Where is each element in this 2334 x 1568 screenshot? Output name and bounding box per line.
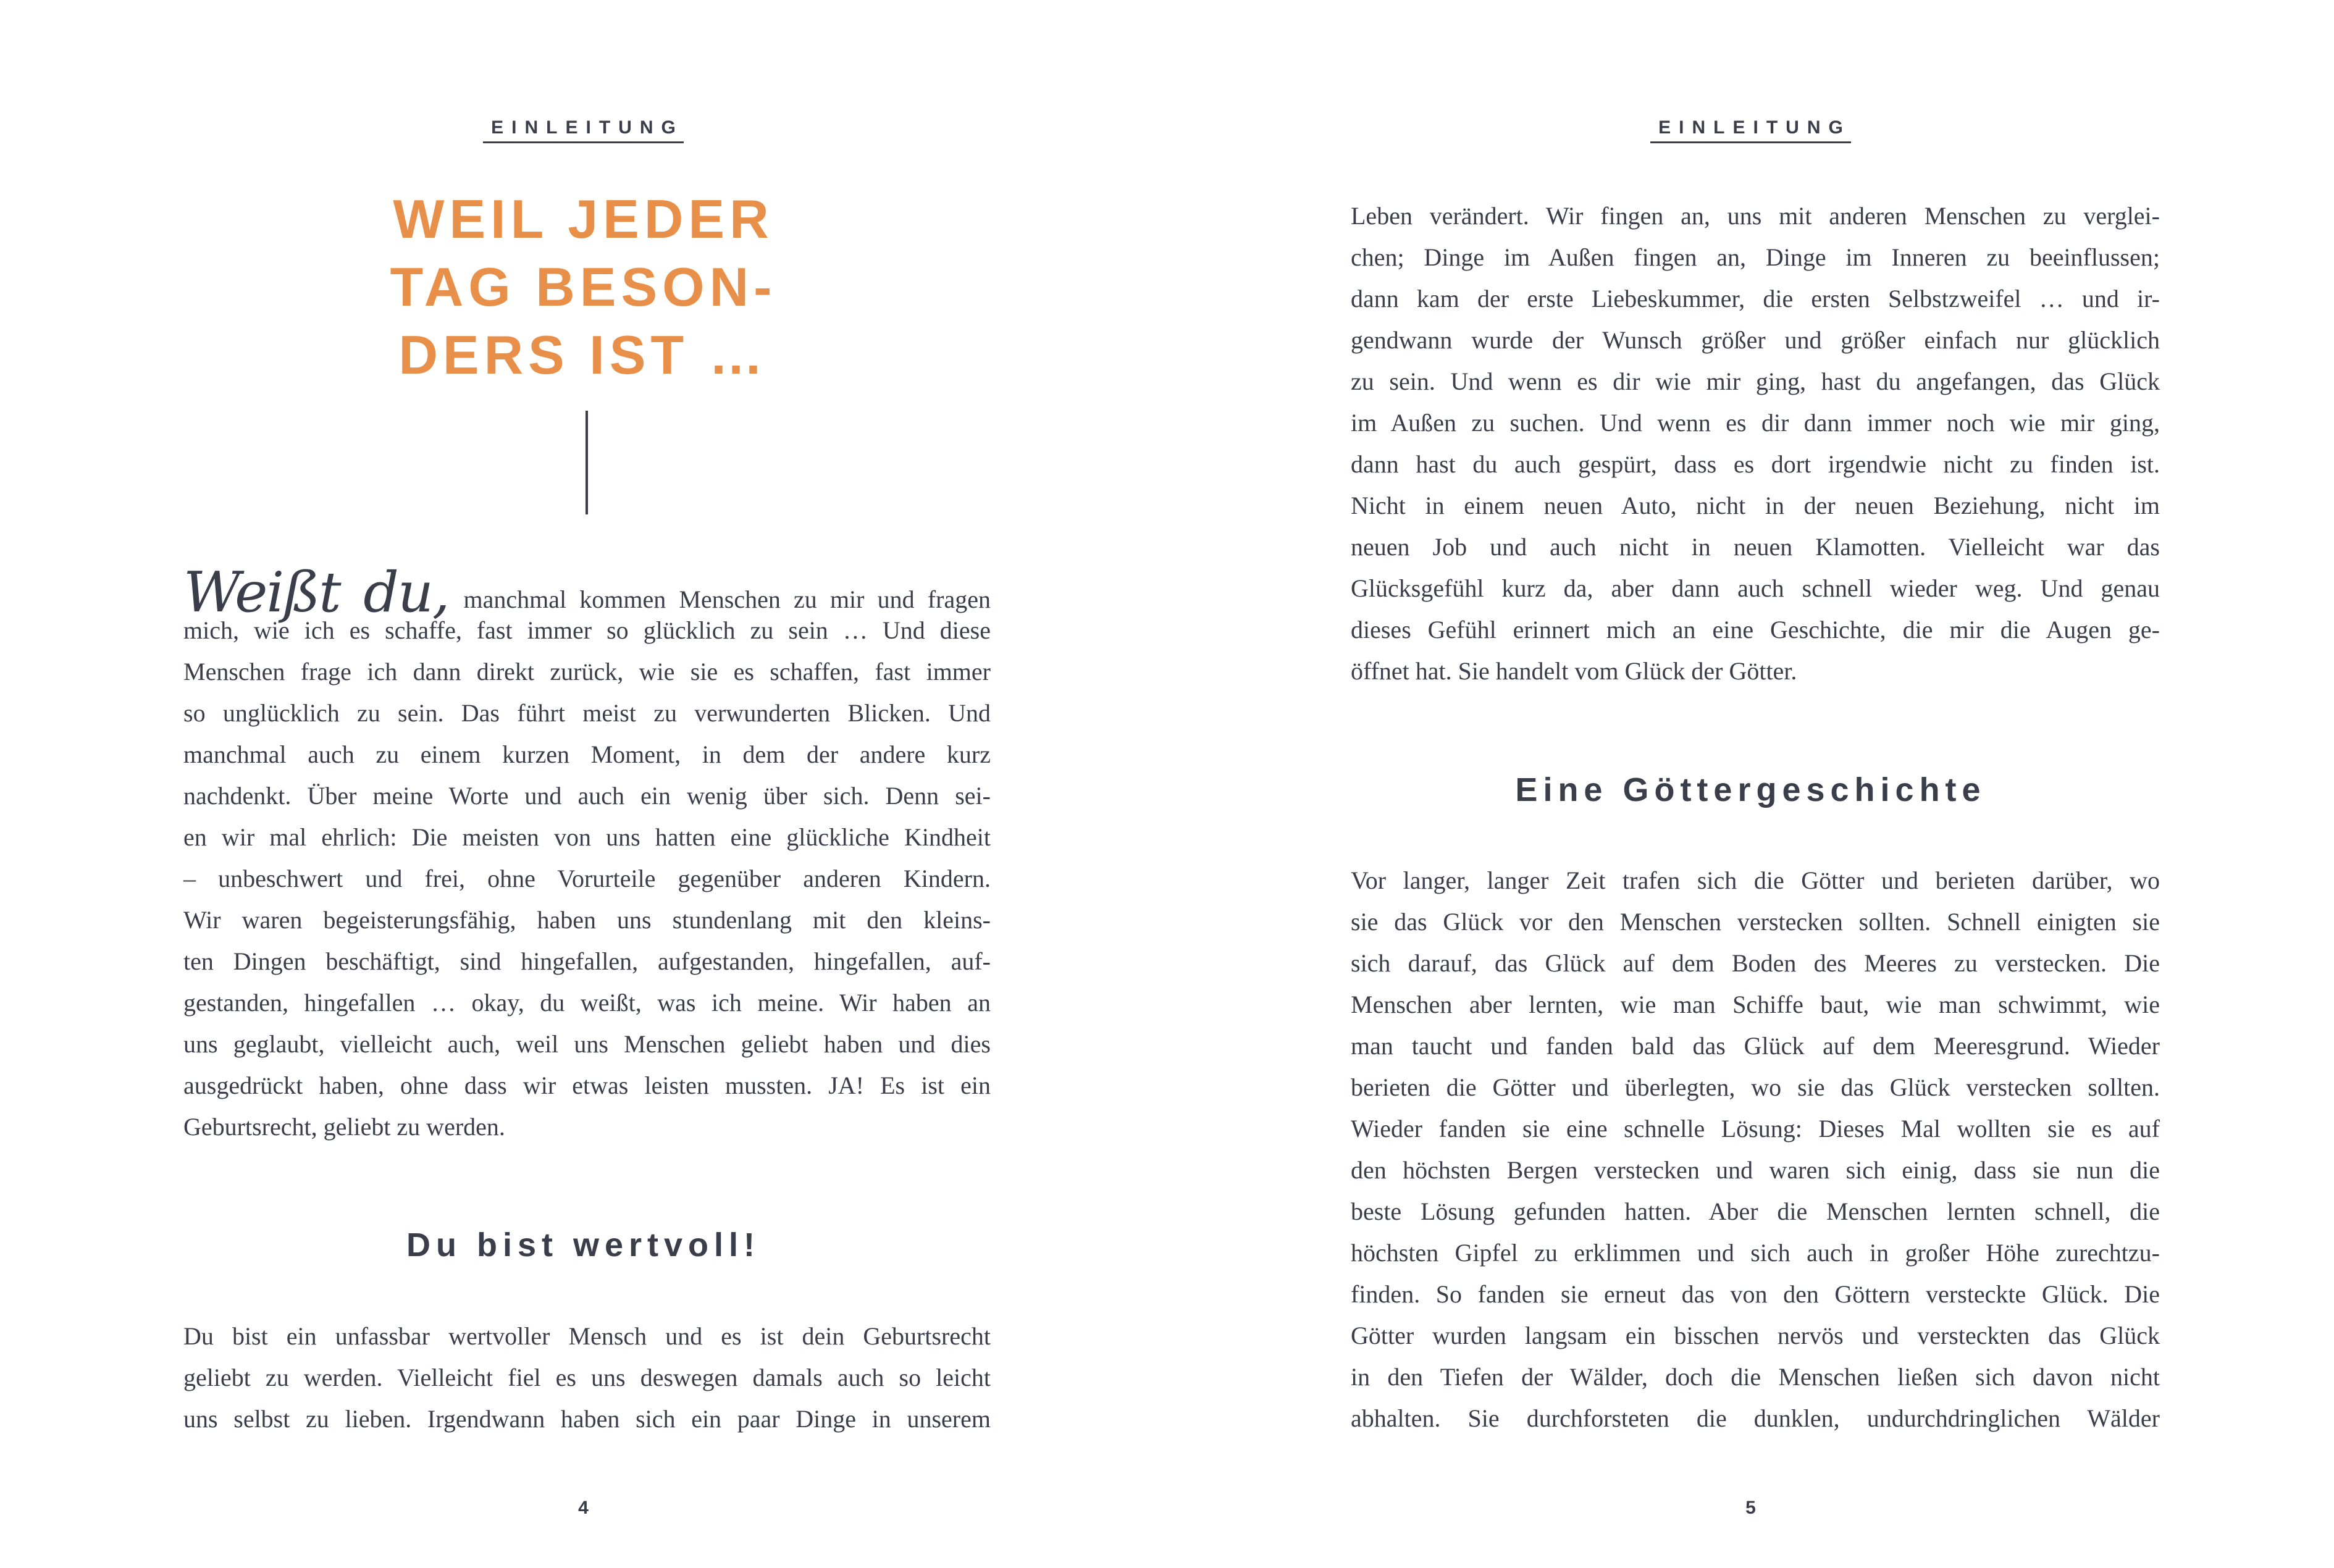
text-line: Vor langer, langer Zeit trafen sich die Götter und berieten darüber, wo — [1351, 866, 2160, 894]
text-line: neuen Job und auch nicht in neuen Klamotten. Vielleicht war das — [1351, 533, 2160, 561]
text-line: dann kam der erste Liebeskummer, die ersten Selbstzweifel … und ir- — [1351, 285, 2160, 312]
text-line: geliebt zu werden. Vielleicht fiel es uns deswegen damals auch so leicht — [183, 1364, 991, 1391]
text-line: abhalten. Sie durchforsteten die dunklen, undurchdringlichen Wälder — [1351, 1404, 2160, 1432]
running-head: EINLEITUNG — [0, 117, 1167, 138]
text-line: nachdenkt. Über meine Worte und auch ein wenig über sich. Denn sei- — [183, 782, 991, 810]
text-line: Wieder fanden sie eine schnelle Lösung: Dieses Mal wollten sie es auf — [1351, 1115, 2160, 1142]
body-paragraph — [183, 1315, 991, 1440]
text-line: uns selbst zu lieben. Irgendwann haben sich ein paar Dinge in unserem — [183, 1405, 991, 1433]
chapter-title-line: DERS IST … — [398, 324, 768, 385]
text-line: uns geglaubt, vielleicht auch, weil uns Menschen geliebt haben und dies — [183, 1030, 991, 1058]
text-line: man taucht und fanden bald das Glück auf dem Meeresgrund. Wieder — [1351, 1032, 2160, 1060]
section-heading: Eine Göttergeschichte — [1515, 771, 1986, 808]
text-line: Du bist ein unfassbar wertvoller Mensch und es ist dein Geburtsrecht — [183, 1322, 991, 1350]
text-line: Geburtsrecht, geliebt zu werden. — [183, 1113, 505, 1141]
intro-paragraph — [183, 560, 991, 1147]
text-line: so unglücklich zu sein. Das führt meist zu verwunderten Blicken. Und — [183, 699, 991, 727]
chapter-title-line: WEIL JEDER — [393, 188, 774, 249]
section-heading: Du bist wertvoll! — [406, 1226, 761, 1264]
text-line: öffnet hat. Sie handelt vom Glück der Götter. — [1351, 657, 1797, 685]
text-line: Wir waren begeisterungsfähig, haben uns stundenlang mit den kleins- — [183, 906, 991, 934]
text-line: in den Tiefen der Wälder, doch die Menschen ließen sich davon nicht — [1351, 1363, 2160, 1391]
text-line: sie das Glück vor den Menschen verstecken sollten. Schnell einigten sie — [1351, 908, 2160, 936]
body-paragraph — [1351, 195, 2160, 692]
text-line: Glücksgefühl kurz da, aber dann auch schnell wieder weg. Und genau — [1351, 574, 2160, 602]
chapter-title-line: TAG BESON- — [390, 256, 777, 317]
text-line: – unbeschwert und frei, ohne Vorurteile gegenüber anderen Kindern. — [183, 865, 991, 892]
text-line: chen; Dinge im Außen fingen an, Dinge im Inneren zu beeinflussen; — [1351, 243, 2160, 271]
text-line: ausgedrückt haben, ohne dass wir etwas leisten mussten. JA! Es ist ein — [183, 1071, 991, 1099]
page-number: 5 — [1745, 1498, 1756, 1518]
text-line: Nicht in einem neuen Auto, nicht in der neuen Beziehung, nicht im — [1351, 492, 2160, 519]
page-number: 4 — [578, 1498, 589, 1518]
text-line: en wir mal ehrlich: Die meisten von uns hatten eine glückliche Kindheit — [183, 823, 991, 851]
right-page — [1167, 0, 2334, 1568]
text-line: finden. So fanden sie erneut das von den Göttern versteckte Glück. Die — [1351, 1280, 2160, 1308]
script-lead-in: Weißt du, — [183, 560, 449, 625]
text-line: dieses Gefühl erinnert mich an eine Geschichte, die mir die Augen ge- — [1351, 616, 2160, 644]
chapter-title — [0, 185, 1167, 389]
text-line: zu sein. Und wenn es dir wie mir ging, hast du angefangen, das Glück — [1351, 367, 2160, 395]
text-line: gendwann wurde der Wunsch größer und größer einfach nur glücklich — [1351, 326, 2160, 354]
text-line: beste Lösung gefunden hatten. Aber die Menschen lernten schnell, die — [1351, 1197, 2160, 1225]
text-line: manchmal auch zu einem kurzen Moment, in dem der andere kurz — [183, 740, 991, 768]
text-line: höchsten Gipfel zu erklimmen und sich auch in großer Höhe zurechtzu- — [1351, 1239, 2160, 1267]
text-line: gestanden, hingefallen … okay, du weißt, was ich meine. Wir haben an — [183, 989, 991, 1017]
text-line: den höchsten Bergen verstecken und waren sich einig, dass sie nun die — [1351, 1156, 2160, 1184]
body-paragraph — [1351, 860, 2160, 1439]
text-line: Leben verändert. Wir fingen an, uns mit anderen Menschen zu verglei- — [1351, 202, 2160, 230]
text-line: Menschen frage ich dann direkt zurück, wie sie es schaffen, fast immer — [183, 658, 991, 685]
text-line: Weißt du, manchmal kommen Menschen zu mir und fragen — [183, 560, 991, 625]
text-line: ten Dingen beschäftigt, sind hingefallen, aufgestanden, hingefallen, auf- — [183, 947, 991, 975]
text-line: im Außen zu suchen. Und wenn es dir dann immer noch wie mir ging, — [1351, 409, 2160, 437]
running-head: EINLEITUNG — [1167, 117, 2334, 138]
text-line: berieten die Götter und überlegten, wo sie das Glück verstecken sollten. — [1351, 1073, 2160, 1101]
text-line: dann hast du auch gespürt, dass es dort irgendwie nicht zu finden ist. — [1351, 450, 2160, 478]
title-divider-rule — [586, 411, 588, 514]
text-line: sich darauf, das Glück auf dem Boden des Meeres zu verstecken. Die — [1351, 949, 2160, 977]
text-line: Menschen aber lernten, wie man Schiffe baut, wie man schwimmt, wie — [1351, 991, 2160, 1018]
text-line: Götter wurden langsam ein bisschen nervös und versteckten das Glück — [1351, 1322, 2160, 1349]
text-line: mich, wie ich es schaffe, fast immer so glücklich zu sein … Und diese — [183, 616, 991, 644]
